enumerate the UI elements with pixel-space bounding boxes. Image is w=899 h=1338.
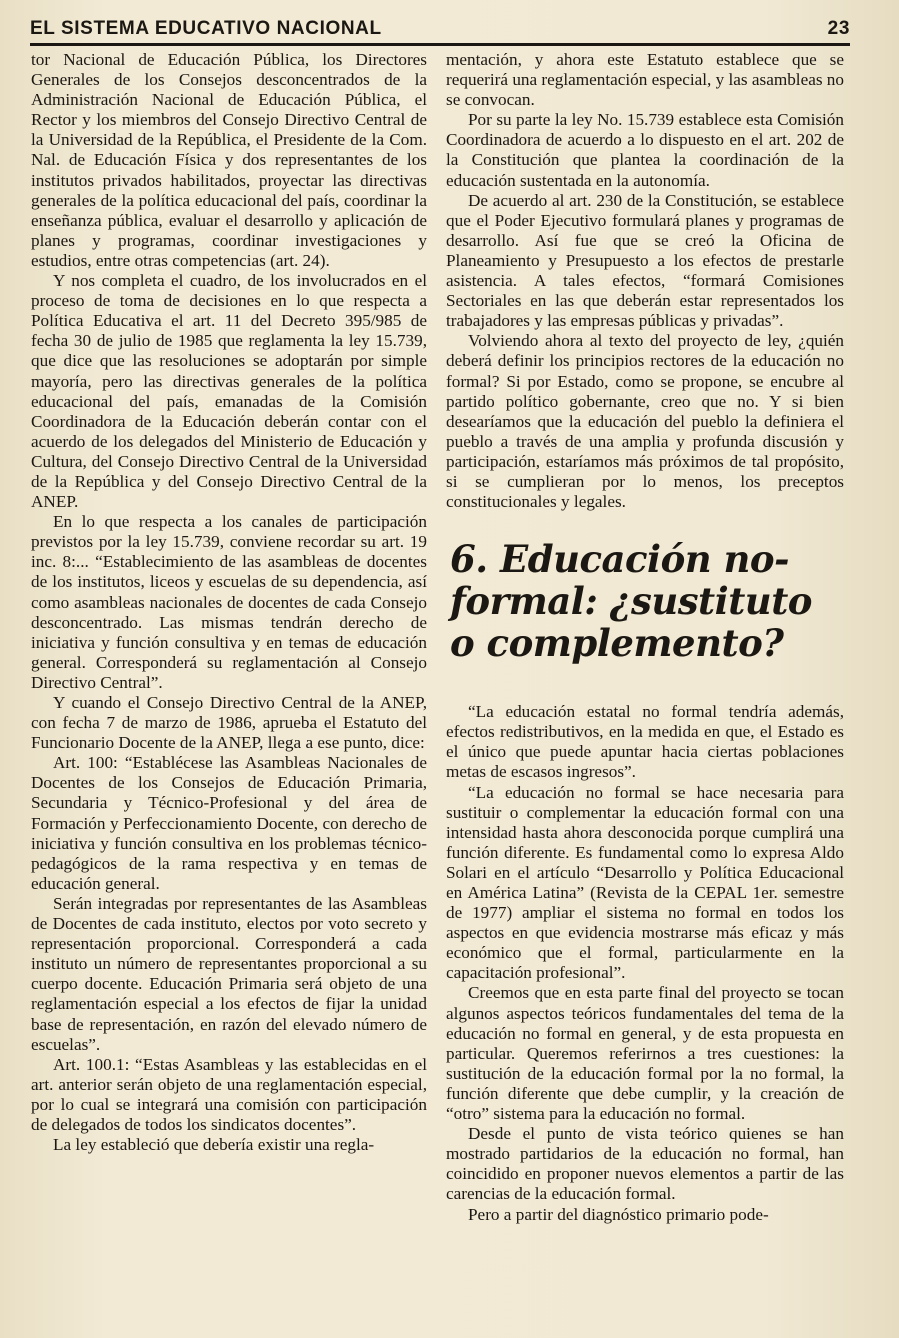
paragraph: De acuerdo al art. 230 de la Constitución, se establece que el Poder Ejecutivo formulará planes y programas de desarrollo. Así fue que se creó la Oficina de Planeamiento y Presupuesto a los efectos de prestarle asistencia. A tales efectos, “formará Comisiones Sectoriales en las que deberán estar representados los trabajadores y las empresas públicas y privadas”. [446,190,844,331]
paragraph: La ley estableció que debería existir una regla- [53,1135,375,1155]
right-column [446,50,844,1225]
paragraph: En lo que respecta a los canales de participación previstos por la ley 15.739, conviene recordar su art. 19 inc. 8:... “Establecimiento de las asambleas de docentes de los institutos, liceos y escuelas de su dependencia, así como asambleas nacionales de docentes de cada Consejo desconcentrado. Las mismas tendrán derecho de iniciativa y función consultiva y en temas de educación general. Corresponderá su reglamentación al Consejo Directivo Central”. [31,512,427,692]
paragraph: Y nos completa el cuadro, de los involucrados en el proceso de toma de decisiones en lo que respecta a Política Educativa el art. 11 del Decreto 395/985 de fecha 30 de julio de 1985 que reglamenta la ley 15.739, que dice que las resoluciones se adoptarán por simple mayoría, pero las directivas generales de la política educacional del país, emanadas de la Comisión Coordinadora de la Educación deberán contar con el acuerdo de los delegados del Ministerio de Educación y Cultura, del Consejo Directivo Central de la Universidad de la República y del Consejo Directivo Central de la ANEP. [31,271,427,512]
page-number: 23 [827,18,850,39]
paragraph: Art. 100: “Establécese las Asambleas Nacionales de Docentes de los Consejos de Educación Primaria, Secundaria y Técnico-Profesional y del área de Formación y Perfeccionamiento Docente, con derecho de iniciativa y función consultiva en los problemas técnico-pedagógicos de la rama respectiva y en temas de educación general. [31,753,427,893]
paragraph: tor Nacional de Educación Pública, los Directores Generales de los Consejos desconcentrados de la Administración Nacional de Educación Pública, el Rector y los miembros del Consejo Directivo Central de la Universidad de la República, el Presidente de la Com. Nal. de Educación Física y dos representantes de los institutos privados habilitados, proyectar las directivas generales de la política educacional del país, coordinar la enseñanza pública, evaluar el desarrollo y aplicación de planes y programas, coordinar investigaciones y estudios, entre otras competencias (art. 24). [31,50,427,270]
paragraph: Pero a partir del diagnóstico primario pode- [468,1204,769,1224]
running-head-title: EL SISTEMA EDUCATIVO NACIONAL [30,18,382,39]
running-head [30,18,850,44]
paragraph: Art. 100.1: “Estas Asambleas y las establecidas en el art. anterior serán objeto de una reglamentación especial, por lo cual se integrará una comisión con participación de delegados de todos los sindicatos docentes”. [31,1054,427,1134]
section-heading: 6. Educación no-formal: ¿sustituto o complemento? [450,537,812,666]
paragraph: Por su parte la ley No. 15.739 establece esta Comisión Coordinadora de acuerdo a lo dispuesto en el art. 202 de la Constitución que plantea la coordinación de la educación sustentada en la autonomía. [446,110,844,190]
left-column [31,50,427,1155]
paragraph: Y cuando el Consejo Directivo Central de la ANEP, con fecha 7 de marzo de 1986, aprueba el Estatuto del Funcionario Docente de la ANEP, llega a ese punto, dice: [31,693,427,753]
paragraph: Volviendo ahora al texto del proyecto de ley, ¿quién deberá definir los principios rectores de la educación no formal? Si por Estado, como se propone, se encubre al partido político gobernante, creo que no. Y si bien desearíamos que la educación del pueblo la definiera el pueblo a través de una amplia y profunda discusión y participación, estaríamos más próximos de tal propósito, si se cumplieran por lo menos, los preceptos constitucionales y legales. [446,331,844,512]
header-rule [30,43,850,46]
paragraph: Creemos que en esta parte final del proyecto se tocan algunos aspectos teóricos fundamentales del tema de la educación no formal en general, y de esta propuesta en particular. Queremos referirnos a tres cuestiones: la sustitución de la educación formal por la no formal, la función diferente que debe cumplir, y la creación de “otro” sistema para la educación no formal. [446,983,844,1124]
paragraph: “La educación no formal se hace necesaria para sustituir o complementar la educación formal con una intensidad hasta ahora desconocida porque cumplirá una función diferente. Es fundamental como lo expresa Aldo Solari en el artículo “Desarrollo y Política Educacional en América Latina” (Revista de la CEPAL 1er. semestre de 1977) ampliar el sistema no formal en todos los aspectos en que evidencia mostrarse más eficaz y más económico que el formal, particularmente en la capacitación profesional”. [446,782,844,983]
paragraph: mentación, y ahora este Estatuto establece que se requerirá una reglamentación especial, y las asambleas no se convocan. [446,50,844,110]
paragraph: Serán integradas por representantes de las Asambleas de Docentes de cada instituto, electos por voto secreto y representación proporcional. Corresponderá a cada instituto un número de representantes proporcional a su cuerpo docente. Educación Primaria será objeto de una reglamentación especial a los efectos de fijar la unidad base de representación, en razón del elevado número de escuelas”. [31,893,427,1054]
paragraph: Desde el punto de vista teórico quienes se han mostrado partidarios de la educación no formal, han coincidido en proponer nuevos elementos a partir de las carencias de la educación formal. [446,1124,844,1204]
paragraph: “La educación estatal no formal tendría además, efectos redistributivos, en la medida en que, el Estado es el único que puede apuntar hacia ciertas poblaciones metas de escasos ingresos”. [446,702,844,782]
